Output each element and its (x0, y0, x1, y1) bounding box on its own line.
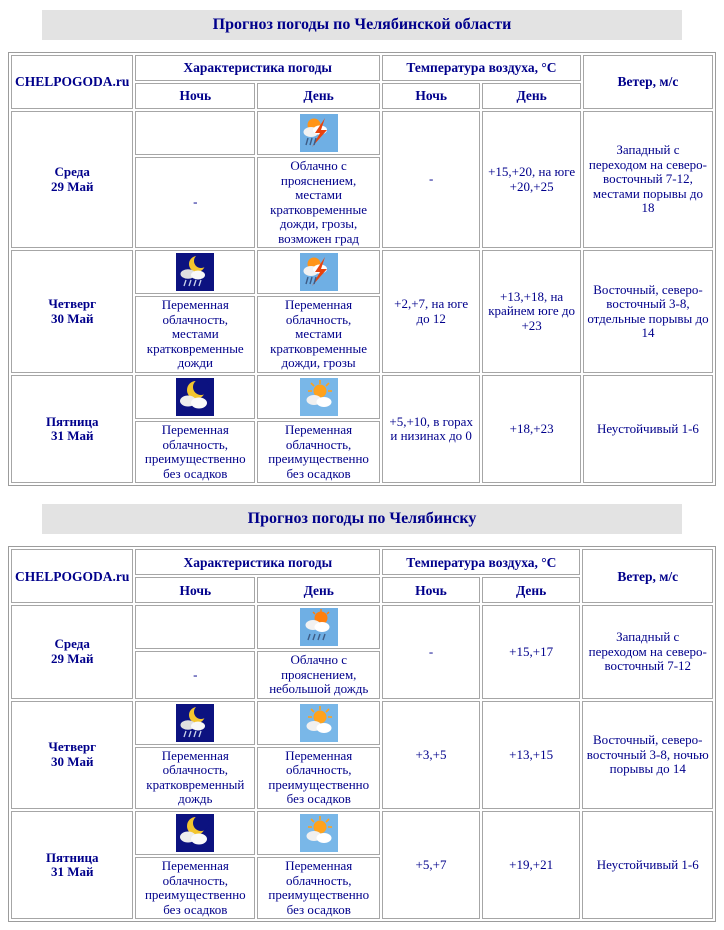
day-icon-cell (257, 701, 380, 745)
char-day-header: День (257, 577, 380, 603)
wind-cell: Восточный, северо-восточный 3-8, ночью порывы до 14 (582, 701, 713, 809)
region-forecast-table (8, 52, 716, 486)
day-temp-cell: +15,+17 (482, 605, 581, 699)
forecast-row (11, 701, 713, 745)
day-text-cell: Переменная облачность, преимущественно без осадков (257, 747, 380, 809)
day-temp-cell: +13,+15 (482, 701, 581, 809)
char-day-header: День (257, 83, 380, 109)
day-icon-cell (257, 250, 380, 294)
site-label: CHELPOGODA.ru (11, 549, 133, 603)
region-forecast-body (11, 111, 713, 483)
day-temp-cell: +13,+18, на крайнем юге до +23 (482, 250, 581, 373)
characteristics-header: Характеристика погоды (135, 549, 380, 575)
night-icon-cell (135, 250, 255, 294)
day-temp-cell: +15,+20, на юге +20,+25 (482, 111, 581, 248)
city-forecast-title: Прогноз погоды по Челябинску (42, 504, 682, 534)
night-temp-cell: +5,+10, в горах и низинах до 0 (382, 375, 480, 483)
forecast-row (11, 111, 713, 155)
day-cell: Пятница 31 Май (11, 811, 133, 919)
night-temp-cell: +3,+5 (382, 701, 480, 809)
temp-night-header: Ночь (382, 577, 480, 603)
night-temp-cell: - (382, 111, 480, 248)
night-icon-cell (135, 111, 255, 155)
day-thunderstorm-icon (300, 253, 338, 291)
forecast-row (11, 605, 713, 649)
wind-cell: Западный с переходом на северо-восточный 7-12, местами порывы до 18 (583, 111, 713, 248)
day-text-cell: Переменная облачность, местами кратковременные дожди, грозы (257, 296, 380, 373)
night-rain-icon (176, 704, 214, 742)
night-icon-cell (135, 701, 255, 745)
wind-header: Ветер, м/с (583, 55, 713, 109)
forecast-row (11, 811, 713, 855)
day-text-cell: Облачно с прояснением, небольшой дождь (257, 651, 380, 699)
forecast-row (11, 375, 713, 419)
day-icon-cell (257, 111, 380, 155)
header-row-top (11, 55, 713, 81)
wind-cell: Восточный, северо-восточный 3-8, отдельные порывы до 14 (583, 250, 713, 373)
day-partly-cloudy-icon (300, 378, 338, 416)
day-icon-cell (257, 375, 380, 419)
region-forecast-section (8, 10, 716, 486)
char-night-header: Ночь (135, 83, 255, 109)
night-rain-icon (176, 253, 214, 291)
day-text-cell: Переменная облачность, преимущественно без осадков (257, 421, 380, 483)
day-text-cell: Облачно с прояснением, местами кратковременные дожди, грозы, возможен град (257, 157, 380, 248)
characteristics-header: Характеристика погоды (135, 55, 380, 81)
night-text-cell: Переменная облачность, кратковременный дождь (135, 747, 255, 809)
day-cell: Среда 29 Май (11, 111, 133, 248)
table-header (11, 549, 713, 603)
wind-cell: Западный с переходом на северо-восточный 7-12 (582, 605, 713, 699)
day-partly-cloudy-icon (300, 704, 338, 742)
temp-day-header: День (482, 577, 581, 603)
day-cell: Пятница 31 Май (11, 375, 133, 483)
site-label: CHELPOGODA.ru (11, 55, 133, 109)
city-forecast-section (8, 504, 716, 922)
day-partly-cloudy-icon (300, 814, 338, 852)
wind-header: Ветер, м/с (582, 549, 713, 603)
day-cell: Четверг 30 Май (11, 701, 133, 809)
night-temp-cell: +2,+7, на юге до 12 (382, 250, 480, 373)
day-cell: Среда 29 Май (11, 605, 133, 699)
wind-cell: Неустойчивый 1-6 (583, 375, 713, 483)
city-forecast-table (8, 546, 716, 922)
night-icon-cell (135, 375, 255, 419)
day-text-cell: Переменная облачность, преимущественно без осадков (257, 857, 380, 919)
day-icon-cell (257, 811, 380, 855)
night-icon-cell (135, 811, 255, 855)
forecast-row (11, 250, 713, 294)
weather-page (8, 10, 716, 922)
night-text-cell: Переменная облачность, преимущественно без осадков (135, 421, 255, 483)
day-cell: Четверг 30 Май (11, 250, 133, 373)
header-row-top (11, 549, 713, 575)
day-temp-cell: +18,+23 (482, 375, 581, 483)
night-cloudy-icon (176, 378, 214, 416)
wind-cell: Неустойчивый 1-6 (582, 811, 713, 919)
temperature-header: Температура воздуха, °C (382, 549, 580, 575)
night-text-cell: Переменная облачность, местами кратковременные дожди (135, 296, 255, 373)
temp-day-header: День (482, 83, 581, 109)
night-icon-cell (135, 605, 255, 649)
temperature-header: Температура воздуха, °C (382, 55, 581, 81)
night-temp-cell: +5,+7 (382, 811, 480, 919)
city-forecast-body (11, 605, 713, 919)
char-night-header: Ночь (135, 577, 255, 603)
night-text-cell: - (135, 157, 255, 248)
night-text-cell: - (135, 651, 255, 699)
night-temp-cell: - (382, 605, 480, 699)
day-thunderstorm-icon (300, 114, 338, 152)
temp-night-header: Ночь (382, 83, 480, 109)
night-text-cell: Переменная облачность, преимущественно без осадков (135, 857, 255, 919)
table-header (11, 55, 713, 109)
night-cloudy-icon (176, 814, 214, 852)
day-icon-cell (257, 605, 380, 649)
region-forecast-title: Прогноз погоды по Челябинской области (42, 10, 682, 40)
day-rain-icon (300, 608, 338, 646)
day-temp-cell: +19,+21 (482, 811, 581, 919)
